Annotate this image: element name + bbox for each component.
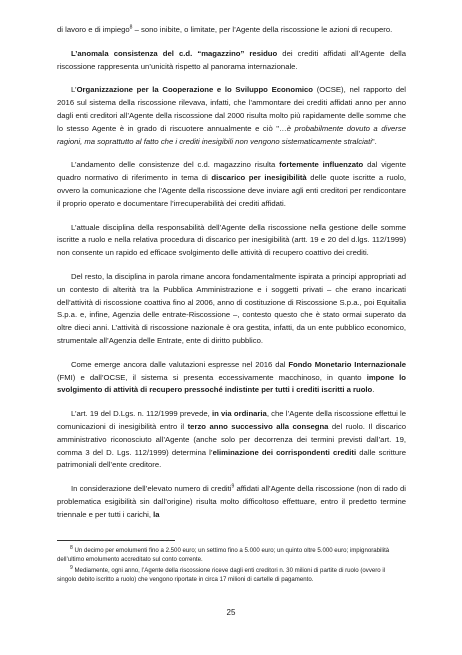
text-run: affidati all’Agente della riscossione (non di rado di problematica esigibilità sin dall’origine) risulta molto difficoltoso effettuare, entro il predetto termine triennale e per tutti i carichi,	[57, 484, 406, 519]
text-run: L’	[71, 85, 77, 95]
paragraph-fmi	[57, 359, 406, 397]
footnote-9	[57, 566, 406, 585]
bold-text: discarico per inesigibilità	[211, 173, 307, 183]
text-run: (FMI) e dall’OCSE, il sistema si presenta eccessivamente macchinoso, in quanto	[57, 372, 367, 382]
bold-text: terzo anno successivo alla consegna	[187, 421, 329, 431]
paragraph-disciplina	[57, 222, 406, 260]
text-run: L’art. 19 del D.Lgs. n. 112/1999 prevede,	[71, 409, 212, 419]
text-run: delle quote iscritte a ruolo, ovvero la comunicazione che l’Agente della riscossione deve inviare agli enti creditori per rendicontare il proprio operato e documentare l’irrecuperabilità dei crediti affidati.	[57, 173, 407, 208]
text-run: del ruolo. Il discarico amministrativo riconosciuto all’Agente (anche solo per decorrenza dei termini previsti dall’art. 19, comma 3 del D. Lgs. 112/1999) determina l’	[57, 421, 406, 457]
text-run: L’attuale disciplina della responsabilità dell’Agente della riscossione nella gestione delle somme iscritte a ruolo e nella relativa procedura di discarico per inesigibilità (artt. 19 e 20 del d.lgs. 112/1999) non consente un rapido ed efficace svolgimento delle attività di recupero coattivo dei crediti.	[57, 222, 406, 258]
page-number: 25	[226, 608, 236, 617]
text-run: dei crediti affidati all’Agente della riscossione rappresenta un’unicità rispetto al panorama internazionale.	[57, 48, 406, 71]
paragraph-del-resto	[57, 271, 406, 348]
paragraph-ocse	[57, 84, 406, 148]
bold-text: Organizzazione per la Cooperazione e lo Sviluppo Economico	[76, 85, 314, 95]
bold-text: la	[153, 509, 160, 519]
footnote-ref-9[interactable]: 9	[231, 483, 235, 490]
text-run: L’andamento delle consistenze del c.d. magazzino risulta	[71, 160, 280, 170]
footnote-text: Un decimo per emolumenti fino a 2.500 euro; un settimo fino a 5.000 euro; un quinto oltre 5.000 euro; impignorabilità dell’ultimo emolumento accreditato sul conto corrente.	[57, 546, 390, 563]
footnote-number: 9	[70, 565, 73, 572]
paragraph-andamento	[57, 159, 406, 210]
paragraph-art-19	[57, 408, 406, 472]
bold-text: Fondo Monetario Internazionale	[288, 359, 406, 369]
paragraph-0	[57, 24, 406, 37]
text-run: dalle scritture patrimoniali dell’ente creditore.	[57, 447, 406, 470]
text-run: Del resto, la disciplina in parola rimane ancora fondamentalmente ispirata a principi appropriati ad un contesto di alterità tra la Pubblica Amministrazione e i soggetti privati – che erano incaricati dell’attività di riscossione coattiva fino al 2006, anno di costituzione di Riscossione S.p.a., poi Equitalia S.p.a. e, infine, Agenzia delle entrate-Riscossione –, contesto questo che è stato ormai superato da oltre dieci anni. L’attività di riscossione nazionale è ora gestita, infatti, da un ente pubblico economico, strumentale all’Agenzia delle Entrate, ente di diritto pubblico.	[57, 271, 406, 345]
bold-text: impone lo svolgimento di attività di recupero pressoché indistinte per tutti i crediti iscritti a ruolo	[57, 372, 406, 395]
text-run: di lavoro e di impiego	[57, 25, 130, 34]
paragraph-considerazione	[57, 483, 406, 521]
text-run: (OCSE), nel rapporto del 2016 sul sistema della riscossione rilevava, infatti, che l’ammontare dei crediti affidati anno per anno dagli enti creditori all’Agente della riscossione dal 2000 risulta molto più rapidamente delle somme che lo stesso Agente è in grado di riscuotere annualmente e ciò "…	[57, 85, 406, 133]
paragraph-magazzino	[57, 48, 406, 74]
text-run: Come emerge ancora dalle valutazioni espresse nel 2016 dal	[71, 359, 289, 369]
bold-text: eliminazione dei corrispondenti crediti	[212, 447, 357, 457]
bold-text: L’anomala consistenza del c.d. “magazzino” residuo	[71, 48, 278, 58]
text-run: , che l’Agente della riscossione effettui le comunicazioni di inesigibilità entro il	[57, 409, 407, 431]
footnote-8	[57, 546, 406, 565]
text-run: dal vigente quadro normativo di riferimento in tema di	[57, 160, 406, 183]
footnote-number: 8	[70, 544, 73, 551]
text-run: In considerazione dell’elevato numero di crediti	[71, 484, 232, 494]
text-run: – sono inibite, o limitate, per l’Agente della riscossione le azioni di recupero.	[132, 25, 393, 34]
bold-text: in via ordinaria	[211, 409, 267, 419]
bold-text: fortemente influenzato	[279, 160, 364, 170]
text-run: .	[372, 385, 375, 395]
text-run: ".	[371, 136, 377, 146]
footnote-text: Mediamente, ogni anno, l’Agente della riscossione riceve dagli enti creditori n. 30 milioni di partite di ruolo (ovvero il singolo debito iscritto a ruolo) che vengono riportate in circa 17 milioni di cartelle di pagamento.	[57, 567, 386, 584]
italic-quote: è probabilmente dovuto a diverse ragioni, ma soprattutto al fatto che i crediti inesigibili non vengono sistematicamente stralciati	[57, 123, 406, 146]
footnote-divider	[57, 540, 175, 541]
footnote-ref-8[interactable]: 8	[129, 24, 133, 31]
